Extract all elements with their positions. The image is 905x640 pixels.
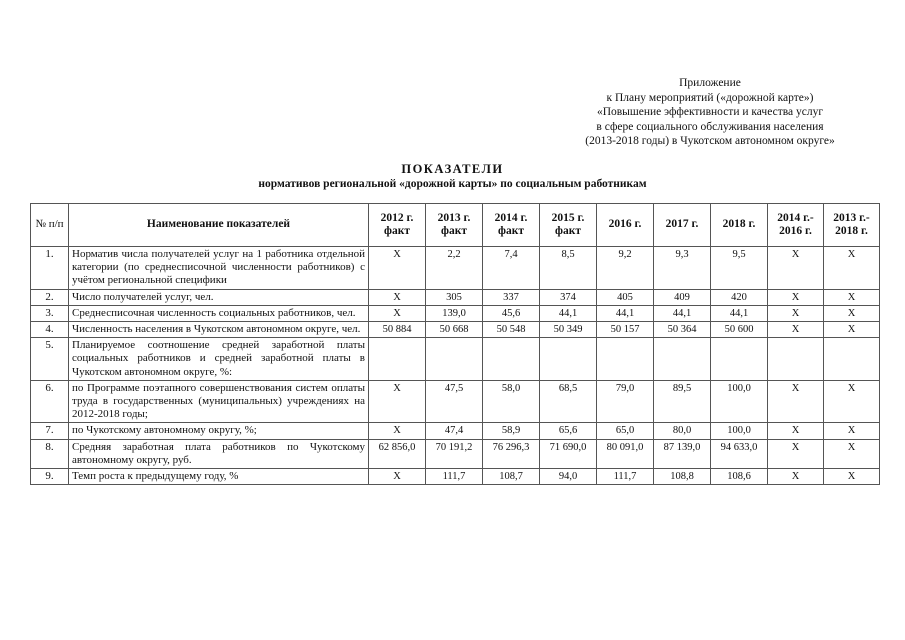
value-cell: 9,2 [597,247,654,290]
value-cell: 50 548 [483,322,540,338]
value-cell: 7,4 [483,247,540,290]
value-cell: Х [824,289,880,305]
table-row [31,322,880,338]
value-cell: Х [824,322,880,338]
value-cell [824,338,880,381]
table-row [31,289,880,305]
value-cell: Х [768,439,824,468]
value-cell: 50 364 [654,322,711,338]
indicator-name: по Программе поэтапного совершенствования систем оплаты труда в государственных (муниципальных) учреждениях на 2012-2018 годы; [69,380,369,423]
value-cell: Х [824,469,880,485]
indicator-name: Численность населения в Чукотском автономном округе, чел. [69,322,369,338]
value-cell: Х [768,469,824,485]
value-cell: Х [369,247,426,290]
value-cell: 44,1 [597,305,654,321]
value-cell: 108,6 [711,469,768,485]
row-number: 8. [31,439,69,468]
value-cell: 79,0 [597,380,654,423]
value-cell: Х [824,305,880,321]
row-number: 1. [31,247,69,290]
value-cell: 62 856,0 [369,439,426,468]
value-cell: 9,5 [711,247,768,290]
value-cell: 44,1 [711,305,768,321]
value-cell: Х [369,289,426,305]
document-title: ПОКАЗАТЕЛИ [401,162,504,176]
value-cell: 87 139,0 [654,439,711,468]
table-row [31,439,880,468]
header-cell: 2012 г. факт [369,204,426,247]
row-number: 6. [31,380,69,423]
value-cell: 409 [654,289,711,305]
value-cell: 9,3 [654,247,711,290]
header-cell: 2015 г. факт [540,204,597,247]
value-cell: Х [768,423,824,439]
value-cell: 58,9 [483,423,540,439]
value-cell: 50 600 [711,322,768,338]
indicators-table [30,203,880,485]
value-cell: Х [824,247,880,290]
value-cell: 76 296,3 [483,439,540,468]
header-cell: 2013 г.- 2018 г. [824,204,880,247]
value-cell: 420 [711,289,768,305]
value-cell [654,338,711,381]
value-cell [540,338,597,381]
value-cell: 68,5 [540,380,597,423]
value-cell: 100,0 [711,380,768,423]
value-cell: Х [824,439,880,468]
value-cell: Х [768,380,824,423]
value-cell [597,338,654,381]
indicator-name: Среднесписочная численность социальных работников, чел. [69,305,369,321]
value-cell: 80 091,0 [597,439,654,468]
table-row [31,338,880,381]
value-cell: 111,7 [426,469,483,485]
table-row [31,380,880,423]
value-cell: 44,1 [654,305,711,321]
value-cell: 94 633,0 [711,439,768,468]
value-cell [426,338,483,381]
indicator-name: Планируемое соотношение средней заработной платы социальных работников и средней заработной платы в Чукотском автономном округе, %: [69,338,369,381]
value-cell [768,338,824,381]
value-cell: 50 668 [426,322,483,338]
appendix-line: «Повышение эффективности и качества услуг [596,106,824,119]
value-cell: 108,7 [483,469,540,485]
value-cell: 337 [483,289,540,305]
header-cell: № п/п [31,204,69,247]
value-cell: 50 349 [540,322,597,338]
value-cell: 108,8 [654,469,711,485]
indicator-name: Число получателей услуг, чел. [69,289,369,305]
value-cell: 47,5 [426,380,483,423]
table-row [31,423,880,439]
value-cell: Х [369,305,426,321]
header-cell: 2018 г. [711,204,768,247]
value-cell: 65,6 [540,423,597,439]
value-cell: 89,5 [654,380,711,423]
value-cell: 139,0 [426,305,483,321]
value-cell: 111,7 [597,469,654,485]
appendix-line: к Плану мероприятий («дорожной карте») [606,91,814,104]
value-cell: Х [369,380,426,423]
row-number: 4. [31,322,69,338]
header-cell: Наименование показателей [69,204,369,247]
indicator-name: по Чукотскому автономному округу, %; [69,423,369,439]
value-cell: 374 [540,289,597,305]
value-cell: Х [768,247,824,290]
header-cell: 2014 г. факт [483,204,540,247]
value-cell: Х [824,380,880,423]
row-number: 2. [31,289,69,305]
header-cell: 2016 г. [597,204,654,247]
header-cell: 2013 г. факт [426,204,483,247]
appendix-line: в сфере социального обслуживания населения [596,120,824,133]
value-cell: Х [768,289,824,305]
value-cell: 71 690,0 [540,439,597,468]
value-cell: Х [369,423,426,439]
value-cell: 405 [597,289,654,305]
row-number: 7. [31,423,69,439]
value-cell: 45,6 [483,305,540,321]
table-row [31,247,880,290]
indicator-name: Темп роста к предыдущему году, % [69,469,369,485]
value-cell: 65,0 [597,423,654,439]
value-cell: 44,1 [540,305,597,321]
value-cell: 94,0 [540,469,597,485]
value-cell: 8,5 [540,247,597,290]
value-cell [711,338,768,381]
document-subtitle: нормативов региональной «дорожной карты» по социальным работникам [258,178,647,190]
value-cell: 2,2 [426,247,483,290]
row-number: 9. [31,469,69,485]
row-number: 5. [31,338,69,381]
value-cell: Х [768,322,824,338]
appendix-line: Приложение [679,77,741,89]
header-cell: 2017 г. [654,204,711,247]
table-row [31,305,880,321]
value-cell [369,338,426,381]
indicator-name: Средняя заработная плата работников по Чукотскому автономному округу, руб. [69,439,369,468]
value-cell: Х [768,305,824,321]
appendix-block [545,76,875,149]
value-cell: 50 884 [369,322,426,338]
value-cell: 100,0 [711,423,768,439]
value-cell: 305 [426,289,483,305]
appendix-line: (2013-2018 годы) в Чукотском автономном округе» [585,135,835,148]
value-cell: Х [824,423,880,439]
header-row [31,204,880,247]
value-cell: 50 157 [597,322,654,338]
value-cell: 58,0 [483,380,540,423]
header-cell: 2014 г.- 2016 г. [768,204,824,247]
table-row [31,469,880,485]
value-cell: 70 191,2 [426,439,483,468]
value-cell: 80,0 [654,423,711,439]
value-cell: 47,4 [426,423,483,439]
value-cell [483,338,540,381]
table-body [31,247,880,485]
indicator-name: Норматив числа получателей услуг на 1 работника отдельной категории (по среднесписочной численности работников) с учётом региональной специфики [69,247,369,290]
value-cell: Х [369,469,426,485]
row-number: 3. [31,305,69,321]
